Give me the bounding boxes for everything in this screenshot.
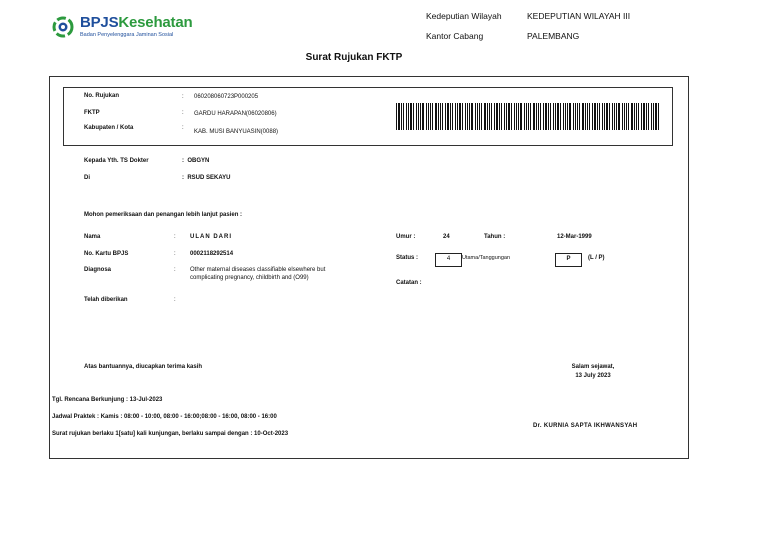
- barcode-bar: [489, 103, 490, 130]
- barcode-bar: [426, 103, 427, 130]
- barcode-bar: [403, 103, 404, 130]
- barcode-bar: [422, 103, 424, 130]
- barcode-bar: [540, 103, 541, 130]
- thanks-text: Atas bantuannya, diucapkan terima kasih: [84, 364, 203, 370]
- barcode-bar: [653, 103, 654, 130]
- barcode-bar: [420, 103, 421, 130]
- barcode-bar: [565, 103, 566, 130]
- colon: :: [182, 158, 184, 164]
- barcode-bar: [592, 103, 593, 130]
- barcode-bar: [435, 103, 437, 130]
- status-desc: Utama/Tanggungan: [462, 255, 511, 261]
- referral-barcode: [396, 103, 661, 130]
- barcode-bar: [428, 103, 429, 130]
- barcode-bar: [526, 103, 527, 130]
- barcode-bar: [533, 103, 535, 130]
- addressee-value-text: OBGYN: [187, 158, 210, 164]
- location-label: Di: [84, 175, 90, 181]
- barcode-bar: [638, 103, 639, 130]
- barcode-bar: [612, 103, 613, 130]
- barcode-bar: [636, 103, 637, 130]
- intro-text: Mohon pemeriksaan dan penangan lebih lanjut pasien :: [84, 212, 243, 218]
- addressee-value: [182, 158, 209, 164]
- barcode-bar: [555, 103, 556, 130]
- barcode-bar: [594, 103, 596, 130]
- barcode-bar: [516, 103, 517, 130]
- referral-no-value: 060208060723P000205: [194, 94, 259, 100]
- barcode-bar: [624, 103, 625, 130]
- barcode-bar: [520, 103, 522, 130]
- barcode-bar: [445, 103, 446, 130]
- barcode-bar: [430, 103, 431, 130]
- barcode-bar: [577, 103, 578, 130]
- barcode-bar: [631, 103, 633, 130]
- barcode-bar: [582, 103, 584, 130]
- barcode-bar: [438, 103, 439, 130]
- barcode-bar: [658, 103, 659, 130]
- barcode-bar: [618, 103, 620, 130]
- given-label: Telah diberikan: [84, 297, 128, 303]
- barcode-bar: [408, 103, 409, 130]
- visit-plan: Tgl. Rencana Berkunjung : 13-Jul-2023: [52, 397, 163, 403]
- barcode-bar: [496, 103, 498, 130]
- addressee-label: Kepada Yth. TS Dokter: [84, 158, 149, 164]
- name-label: Nama: [84, 234, 101, 240]
- barcode-bar: [614, 103, 615, 130]
- age-value: 24: [443, 234, 450, 240]
- barcode-bar: [573, 103, 574, 130]
- status-box: 4: [435, 253, 462, 267]
- barcode-bar: [548, 103, 549, 130]
- barcode-bar: [626, 103, 627, 130]
- barcode-bar: [567, 103, 568, 130]
- bpjs-logo: [52, 14, 193, 44]
- barcode-bar: [398, 103, 400, 130]
- barcode-bar: [471, 103, 473, 130]
- diagnosis-label: Diagnosa: [84, 267, 112, 273]
- barcode-bar: [455, 103, 456, 130]
- location-value-text: RSUD SEKAYU: [187, 175, 231, 181]
- barcode-bar: [479, 103, 480, 130]
- kabupaten-label: Kabupaten / Kota: [84, 125, 134, 131]
- barcode-bar: [452, 103, 453, 130]
- barcode-bar: [536, 103, 537, 130]
- barcode-bar: [442, 103, 443, 130]
- greeting: Salam sejawat,: [571, 364, 615, 370]
- referral-no-label: No. Rujukan: [84, 93, 120, 99]
- barcode-bar: [481, 103, 482, 130]
- doctor-name: Dr. KURNIA SAPTA IKHWANSYAH: [533, 423, 638, 429]
- barcode-bar: [447, 103, 449, 130]
- barcode-bar: [543, 103, 544, 130]
- sex-box: P: [555, 253, 582, 267]
- barcode-bar: [609, 103, 610, 130]
- barcode-bar: [616, 103, 617, 130]
- deputy-value: KEDEPUTIAN WILAYAH III: [527, 11, 631, 21]
- colon: :: [174, 251, 176, 257]
- diagnosis-line-2: complicating pregnancy, childbirth and (O99): [190, 275, 309, 281]
- office-value: PALEMBANG: [527, 31, 580, 41]
- patient-name: ULAN DARI: [190, 234, 232, 240]
- barcode-bar: [484, 103, 486, 130]
- barcode-bar: [524, 103, 525, 130]
- document-title: Surat Rujukan FKTP: [305, 52, 403, 63]
- barcode-bar: [462, 103, 463, 130]
- sex-desc: (L / P): [588, 255, 605, 261]
- location-value: [182, 175, 230, 181]
- kabupaten-value: KAB. MUSI BANYUASIN(0088): [194, 129, 279, 135]
- barcode-bar: [487, 103, 488, 130]
- deputy-label: Kedeputian Wilayah: [426, 11, 502, 21]
- colon: :: [182, 110, 184, 116]
- barcode-bar: [643, 103, 645, 130]
- barcode-bar: [646, 103, 647, 130]
- colon: :: [182, 94, 184, 100]
- fktp-value: GARDU HARAPAN(06020806): [194, 111, 277, 117]
- barcode-bar: [440, 103, 441, 130]
- barcode-bar: [450, 103, 451, 130]
- barcode-bar: [569, 103, 571, 130]
- barcode-bar: [475, 103, 476, 130]
- barcode-bar: [579, 103, 580, 130]
- barcode-bar: [469, 103, 470, 130]
- barcode-bar: [585, 103, 586, 130]
- notes-label: Catatan :: [396, 280, 422, 286]
- barcode-bar: [553, 103, 554, 130]
- year-label: Tahun :: [484, 234, 506, 240]
- barcode-bar: [511, 103, 512, 130]
- barcode-bar: [557, 103, 559, 130]
- birth-date: 12-Mar-1999: [557, 234, 592, 240]
- barcode-bar: [467, 103, 468, 130]
- signature-date: 13 July 2023: [575, 373, 611, 379]
- barcode-bar: [506, 103, 507, 130]
- barcode-bar: [499, 103, 500, 130]
- barcode-bar: [494, 103, 495, 130]
- status-label: Status :: [396, 255, 419, 261]
- barcode-bar: [459, 103, 461, 130]
- barcode-bar: [655, 103, 657, 130]
- colon: :: [174, 297, 176, 303]
- office-label: Kantor Cabang: [426, 31, 484, 41]
- barcode-bar: [604, 103, 605, 130]
- bpjs-logo-icon: [52, 16, 74, 38]
- barcode-bar: [599, 103, 600, 130]
- barcode-bar: [575, 103, 576, 130]
- barcode-bar: [477, 103, 478, 130]
- practice-schedule: Jadwal Praktek : Kamis : 08:00 - 10:00, 08:00 - 16:00;08:00 - 16:00, 08:00 - 16:00: [52, 414, 277, 420]
- barcode-bar: [508, 103, 510, 130]
- barcode-bar: [504, 103, 505, 130]
- barcode-bar: [589, 103, 590, 130]
- barcode-bar: [457, 103, 458, 130]
- logo-wordmark: BPJSKesehatan: [80, 14, 193, 31]
- logo-subtitle: Badan Penyelenggara Jaminan Sosial: [80, 32, 174, 38]
- barcode-bar: [432, 103, 433, 130]
- age-label: Umur :: [396, 234, 416, 240]
- colon: :: [174, 234, 176, 240]
- barcode-bar: [528, 103, 529, 130]
- barcode-bar: [641, 103, 642, 130]
- colon: :: [174, 267, 176, 273]
- card-number: 0002118292514: [190, 251, 234, 257]
- barcode-bar: [560, 103, 561, 130]
- barcode-bar: [465, 103, 466, 130]
- barcode-bar: [634, 103, 635, 130]
- barcode-bar: [401, 103, 402, 130]
- barcode-bar: [530, 103, 531, 130]
- barcode-bar: [648, 103, 649, 130]
- barcode-bar: [406, 103, 407, 130]
- barcode-bar: [538, 103, 539, 130]
- barcode-bar: [501, 103, 502, 130]
- diagnosis-line-1: Other maternal diseases classifiable elsewhere but: [190, 267, 326, 273]
- barcode-bar: [597, 103, 598, 130]
- barcode-bar: [545, 103, 547, 130]
- colon: :: [182, 175, 184, 181]
- fktp-label: FKTP: [84, 110, 100, 116]
- barcode-bar: [518, 103, 519, 130]
- barcode-bar: [413, 103, 414, 130]
- barcode-bar: [410, 103, 412, 130]
- barcode-bar: [563, 103, 564, 130]
- barcode-bar: [514, 103, 515, 130]
- colon: :: [182, 125, 184, 131]
- barcode-bar: [606, 103, 608, 130]
- barcode-bar: [602, 103, 603, 130]
- barcode-bar: [550, 103, 551, 130]
- barcode-bar: [651, 103, 652, 130]
- barcode-bar: [491, 103, 492, 130]
- barcode-bar: [418, 103, 419, 130]
- barcode-bar: [416, 103, 417, 130]
- validity-text: Surat rujukan berlaku 1[satu] kali kunjungan, berlaku sampai dengan : 10-Oct-2023: [52, 431, 289, 437]
- barcode-bar: [396, 103, 397, 130]
- barcode-bar: [622, 103, 623, 130]
- barcode-bar: [628, 103, 629, 130]
- card-label: No. Kartu BPJS: [84, 251, 129, 257]
- barcode-bar: [587, 103, 588, 130]
